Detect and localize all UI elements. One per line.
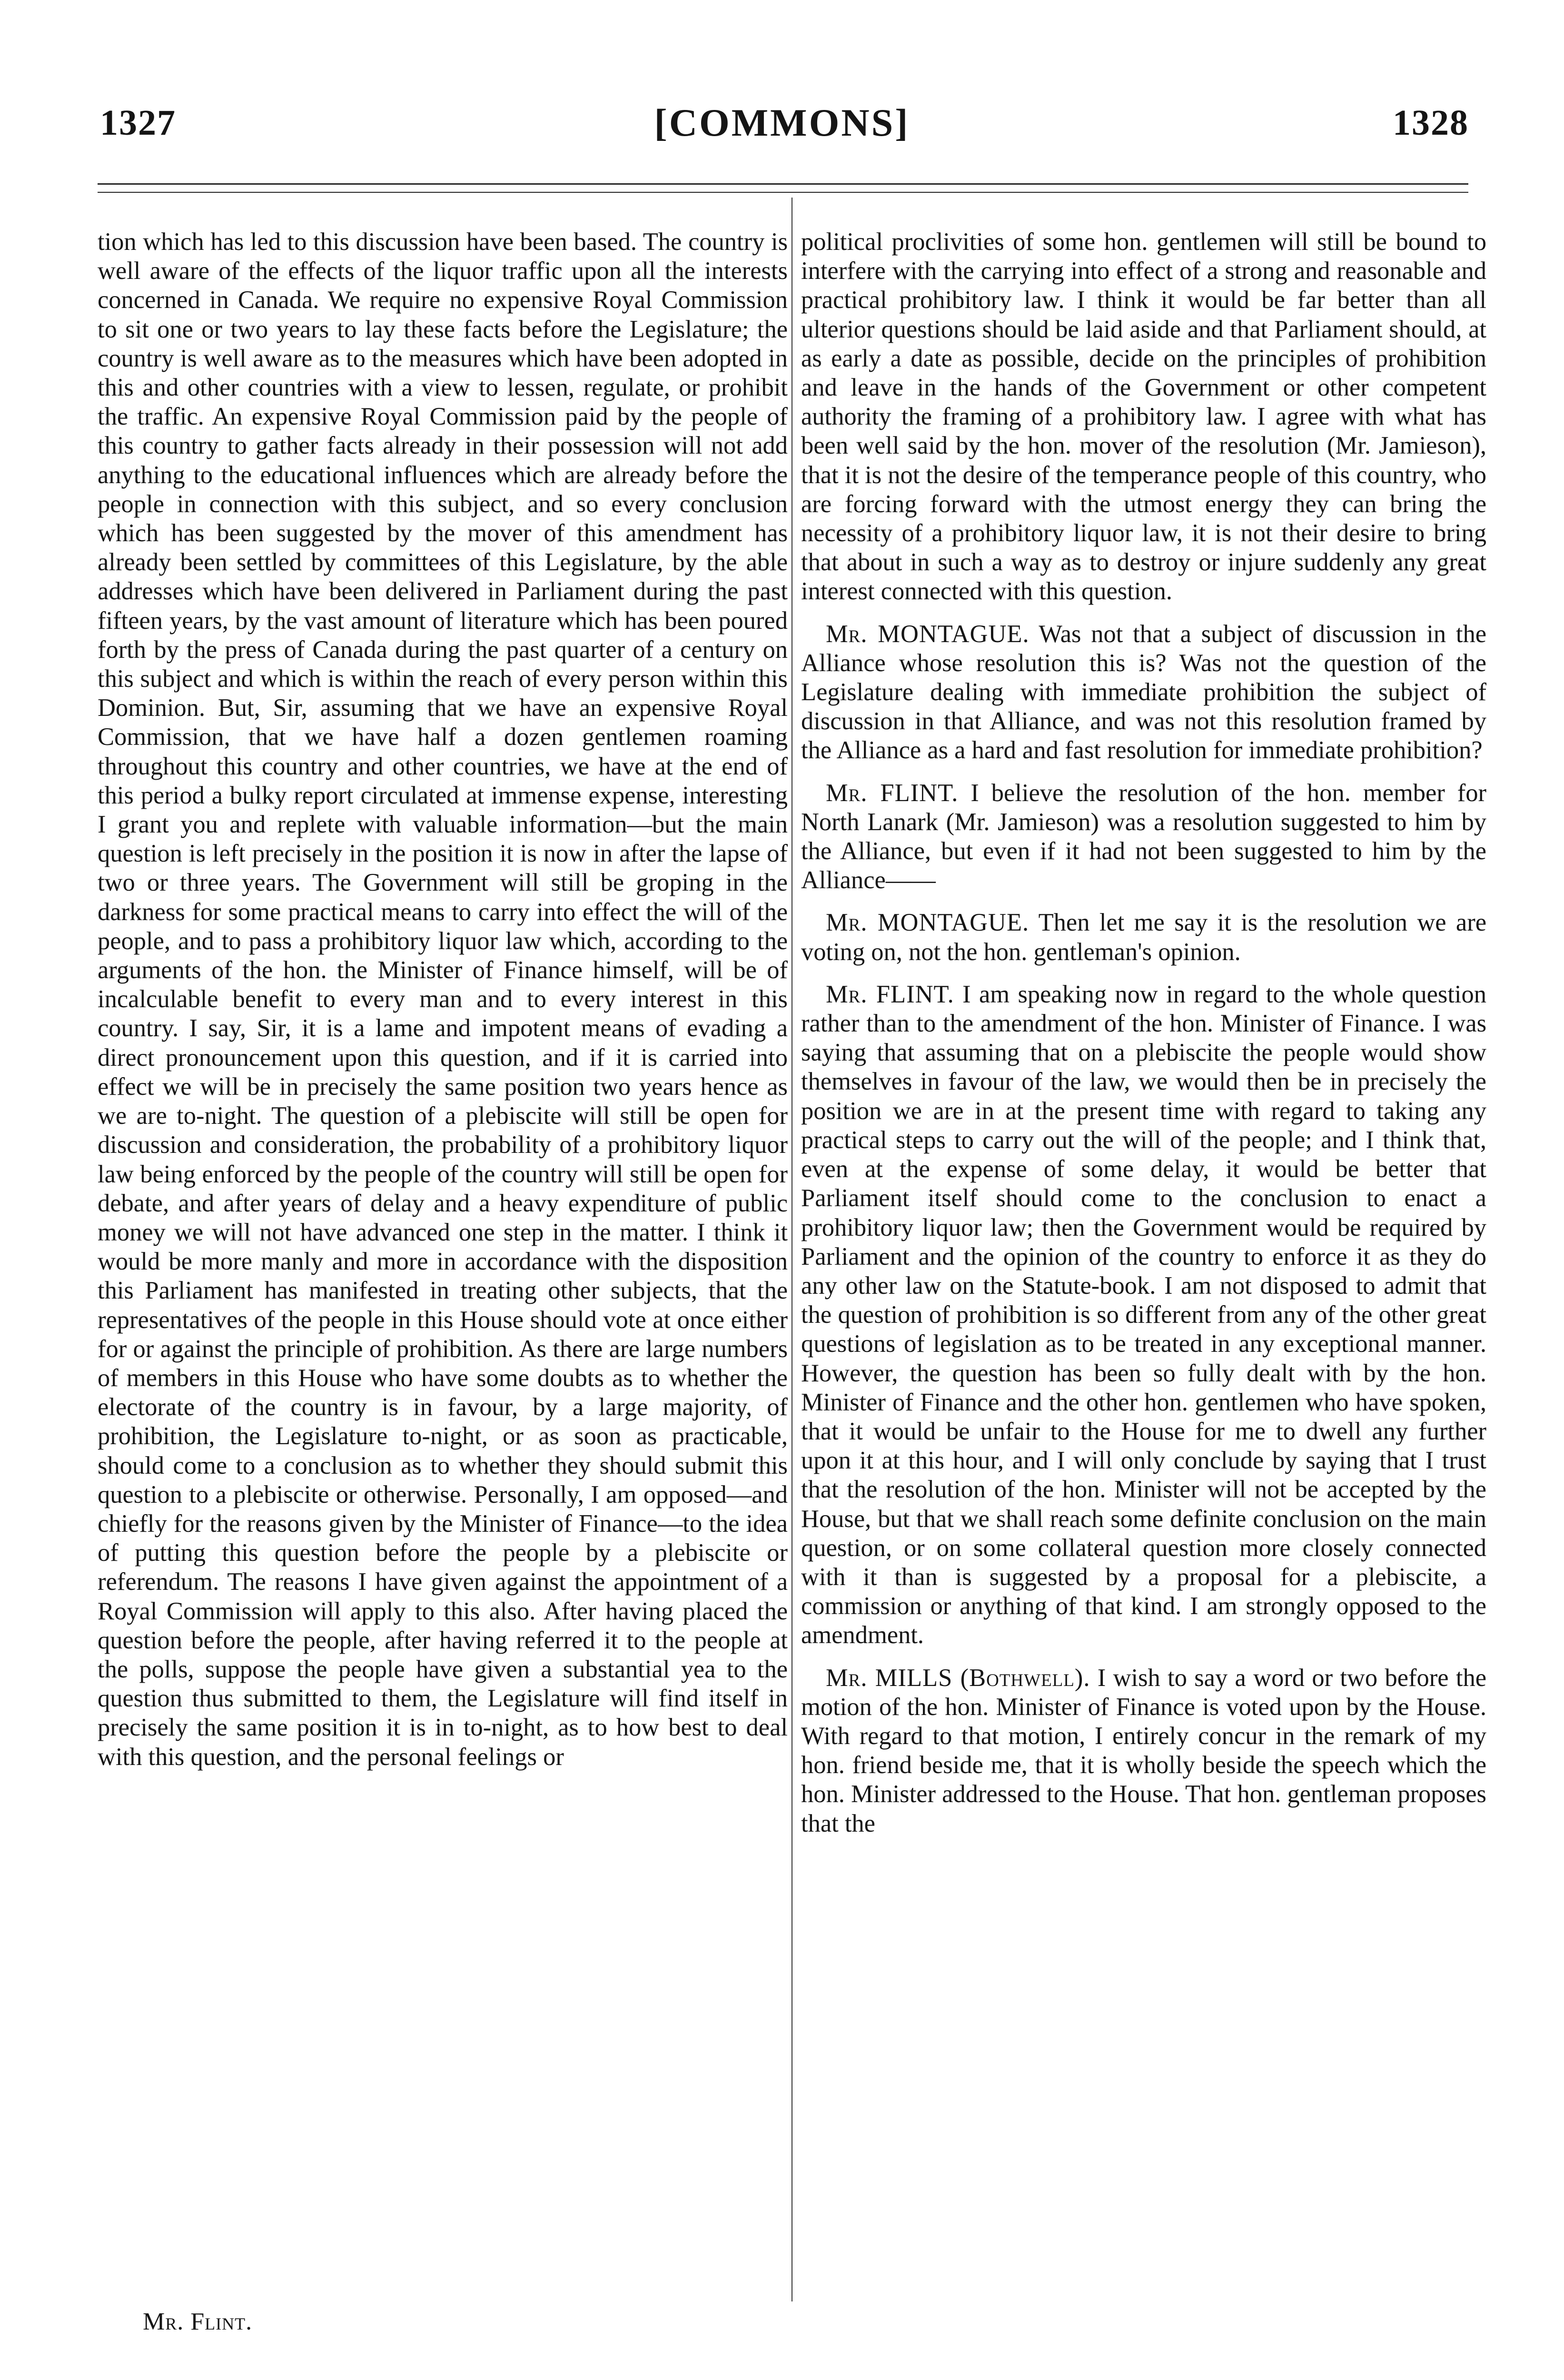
left-column: [98, 228, 788, 1785]
speaker-name: Mr. FLINT.: [826, 980, 954, 1008]
speech-flint-1: [801, 779, 1486, 895]
speech-text: I wish to say a word or two before the motion of the hon. Minister of Finance is voted upon by the House. With regard to that motion, I entirely concur in the remark of my hon. friend beside me, that it is wholly beside the speech which the hon. Minister addressed to the House. That hon. gentleman proposes that the: [801, 1664, 1486, 1837]
right-page-number: 1328: [1393, 103, 1469, 143]
speaker-name: Mr. MILLS (Bothwell).: [826, 1664, 1090, 1692]
catchword: [143, 2308, 252, 2336]
speech-montague-2: [801, 908, 1486, 966]
page-header: [0, 102, 1564, 150]
right-column: [801, 228, 1486, 1852]
left-page-number: 1327: [100, 103, 176, 143]
header-rule-top: [98, 183, 1468, 185]
speech-text: I believe the resolution of the hon. member for North Lanark (Mr. Jamieson) was a resolution suggested to him by the Alliance, but even if it had not been suggested to him by the Alliance——: [801, 779, 1486, 894]
speech-flint-2: [801, 980, 1486, 1650]
speech-text: Then let me say it is the resolution we are voting on, not the hon. gentleman's opinion.: [801, 909, 1487, 966]
speech-text: I am speaking now in regard to the whole question rather than to the amendment of the hon. Minister of Finance. I was saying that assuming that on a plebiscite the people would show themselves in favour of the law, we would then be in precisely the position we are in at the present time with regard to taking any practical steps to carry out the will of the people; and I think that, even at the expense of some delay, it would be better that Parliament itself should come to the conclusion to enact a prohibitory liquor law; then the Government would be required by Parliament and the opinion of the country to enforce it as they do any other law on the Statute-book. I am not disposed to admit that the question of prohibition is so different from any of the other great questions of legislation as to be treated in any exceptional manner. However, the question has been so fully dealt with by the hon. Minister of Finance and the other hon. gentlemen who have spoken, that it would be unfair to the House for me to dwell any further upon it at this hour, and I will only conclude by saying that I trust that the resolution of the hon. Minister will not be accepted by the House, but that we shall reach some definite conclusion on the main question, or on some collateral question more closely connected with it than is suggested by a proposal for a plebiscite, a commission or anything of that kind. I am strongly opposed to the amendment.: [801, 980, 1486, 1649]
speech-montague-1: [801, 620, 1486, 765]
catchword-text: Mr. Flint.: [143, 2308, 253, 2335]
speaker-name: Mr. MONTAGUE.: [826, 620, 1029, 648]
speech-mills: [801, 1664, 1486, 1838]
paragraph: political proclivities of some hon. gentlemen will still be bound to interfere with the carrying into effect of a strong and reasonable and practical prohibitory law. I think it would be far better than all ulterior questions should be laid aside and that Parliament should, at as early a date as possible, decide on the principles of prohibition and leave in the hands of the Government or other competent authority the framing of a prohibitory law. I agree with what has been well said by the hon. mover of the resolution (Mr. Jamieson), that it is not the desire of the temperance people of this country, who are forcing forward with the utmost energy they can bring the necessity of a prohibitory liquor law, it is not their desire to bring that about in such a way as to destroy or injure suddenly any great interest connected with this question.: [801, 228, 1486, 605]
speech-text: Was not that a subject of discussion in the Alliance whose resolution this is? Was not the question of the Legislature dealing with immediate prohibition the subject of discussion in that Alliance, and was not this resolution framed by the Alliance as a hard and fast resolution for immediate prohibition?: [801, 620, 1486, 764]
speaker-name: Mr. FLINT.: [826, 779, 959, 807]
running-title: [COMMONS]: [654, 101, 910, 144]
paragraph: tion which has led to this discussion have been based. The country is well aware of the effects of the liquor traffic upon all the interests concerned in Canada. We require no expensive Royal Commission to sit one or two years to lay these facts before the Legislature; the country is well aware as to the measures which have been adopted in this and other countries with a view to lessen, regulate, or prohibit the traffic. An expensive Royal Commission paid by the people of this country to gather facts already in their possession will not add anything to the educational influences which are already before the people in connection with this subject, and so every conclusion which has been suggested by the mover of this amendment has already been settled by committees of this Legislature, by the able addresses which have been delivered in Parliament during the past fifteen years, by the vast amount of literature which has been poured forth by the press of Canada during the past quarter of a century on this subject and which is within the reach of every person within this Dominion. But, Sir, assuming that we have an expensive Royal Commission, that we have half a dozen gentlemen roaming throughout this country and other countries, we have at the end of this period a bulky report circulated at immense expense, interesting I grant you and replete with valuable information—but the main question is left precisely in the position it is now in after the lapse of two or three years. The Government will still be groping in the darkness for some practical means to carry into effect the will of the people, and to pass a prohibitory liquor law which, according to the arguments of the hon. the Minister of Finance himself, will be of incalculable benefit to every man and to every interest in this country. I say, Sir, it is a lame and impotent means of evading a direct pronouncement upon this question, and if it is carried into effect we will be in precisely the same position two years hence as we are to-night. The question of a plebiscite will still be open for discussion and consideration, the probability of a prohibitory liquor law being enforced by the people of the country will still be open for debate, and after years of delay and a heavy expenditure of public money we will not have advanced one step in the matter. I think it would be more manly and more in accordance with the disposition this Parliament has manifested in treating other subjects, that the representatives of the people in this House should vote at once either for or against the principle of prohibition. As there are large numbers of members in this House who have some doubts as to whether the electorate of the country is in favour, by a large majority, of prohibition, the Legislature to-night, or as soon as practicable, should come to a conclusion as to whether they should submit this question to a plebiscite or otherwise. Personally, I am opposed—and chiefly for the reasons given by the Minister of Finance—to the idea of putting this question before the people by a plebiscite or referendum. The reasons I have given against the appointment of a Royal Commission will apply to this also. After having placed the question before the people, after having referred it to the people at the polls, suppose the people have given a substantial yea to the question thus submitted to them, the Legislature will find itself in precisely the same position it is in to-night, as to how best to deal with this question, and the personal feelings or: [98, 228, 788, 1771]
speaker-name: Mr. MONTAGUE.: [826, 909, 1029, 937]
header-rule-bottom: [98, 192, 1468, 193]
